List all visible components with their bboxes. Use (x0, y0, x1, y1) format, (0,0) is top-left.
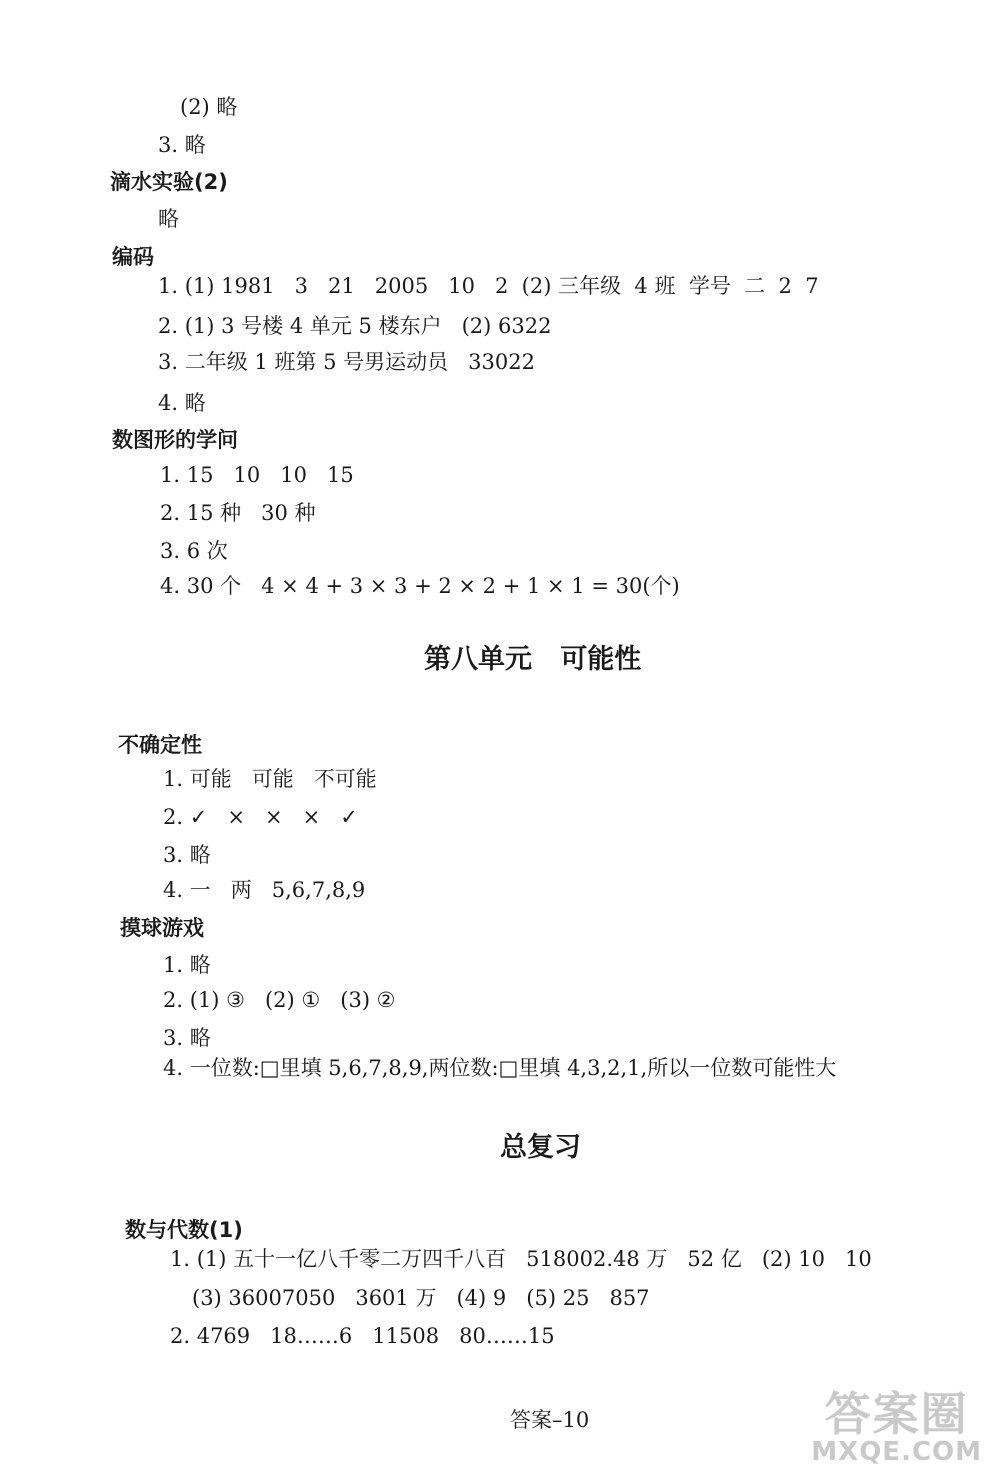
answer-line: 1. 15 10 10 15 (160, 463, 354, 487)
answer-line: 1. (1) 1981 3 21 2005 10 2 (2) 三年级 4 班 学号 二 2 7 (158, 274, 819, 298)
answer-line: 4. 一位数:□里填 5,6,7,8,9,两位数:□里填 4,3,2,1,所以一位数可能性大 (163, 1056, 837, 1080)
answer-line: 1. (1) 五十一亿八千零二万四千八百 518002.48 万 52 亿 (2) 10 10 (170, 1247, 872, 1271)
answer-line: (2) 略 (180, 95, 238, 119)
answer-line: 1. 略 (163, 953, 211, 977)
watermark (811, 1387, 982, 1467)
answer-line: 2. (1) ③ (2) ① (3) ② (163, 988, 396, 1012)
answer-line: 3. 略 (163, 843, 211, 867)
answer-line: 3. 二年级 1 班第 5 号男运动员 33022 (158, 350, 535, 374)
section-heading: 不确定性 (118, 733, 202, 757)
unit-title: 总复习 (500, 1132, 581, 1163)
section-heading: 滴水实验(2) (110, 170, 228, 194)
answer-line: 3. 略 (163, 1026, 211, 1050)
section-heading: 摸球游戏 (120, 916, 204, 940)
answer-line: 3. 6 次 (160, 539, 228, 563)
answer-line: 4. 一 两 5,6,7,8,9 (163, 878, 366, 902)
answer-line: 2. 15 种 30 种 (160, 501, 316, 525)
section-heading: 数图形的学问 (112, 428, 238, 452)
section-heading: 编码 (112, 245, 154, 269)
answer-line: 1. 可能 可能 不可能 (163, 767, 377, 791)
answer-line: (3) 36007050 3601 万 (4) 9 (5) 25 857 (192, 1286, 650, 1310)
answer-line: 3. 略 (158, 133, 206, 157)
unit-title: 第八单元 可能性 (424, 644, 642, 675)
watermark-logo: 答案圈 (824, 1387, 969, 1441)
page-number: 答案–10 (510, 1408, 590, 1432)
answer-line: 2. 4769 18……6 11508 80……15 (170, 1324, 555, 1348)
section-heading: 数与代数(1) (125, 1218, 243, 1242)
answer-line: 2. (1) 3 号楼 4 单元 5 楼东户 (2) 6322 (158, 314, 552, 338)
answer-line: 略 (158, 207, 179, 231)
answer-line: 4. 略 (158, 391, 206, 415)
answer-line: 4. 30 个 4 × 4 + 3 × 3 + 2 × 2 + 1 × 1 = 30(个) (160, 574, 680, 598)
watermark-site: MXQE.COM (811, 1437, 982, 1467)
answer-line: 2. ✓ × × × ✓ (163, 805, 358, 829)
